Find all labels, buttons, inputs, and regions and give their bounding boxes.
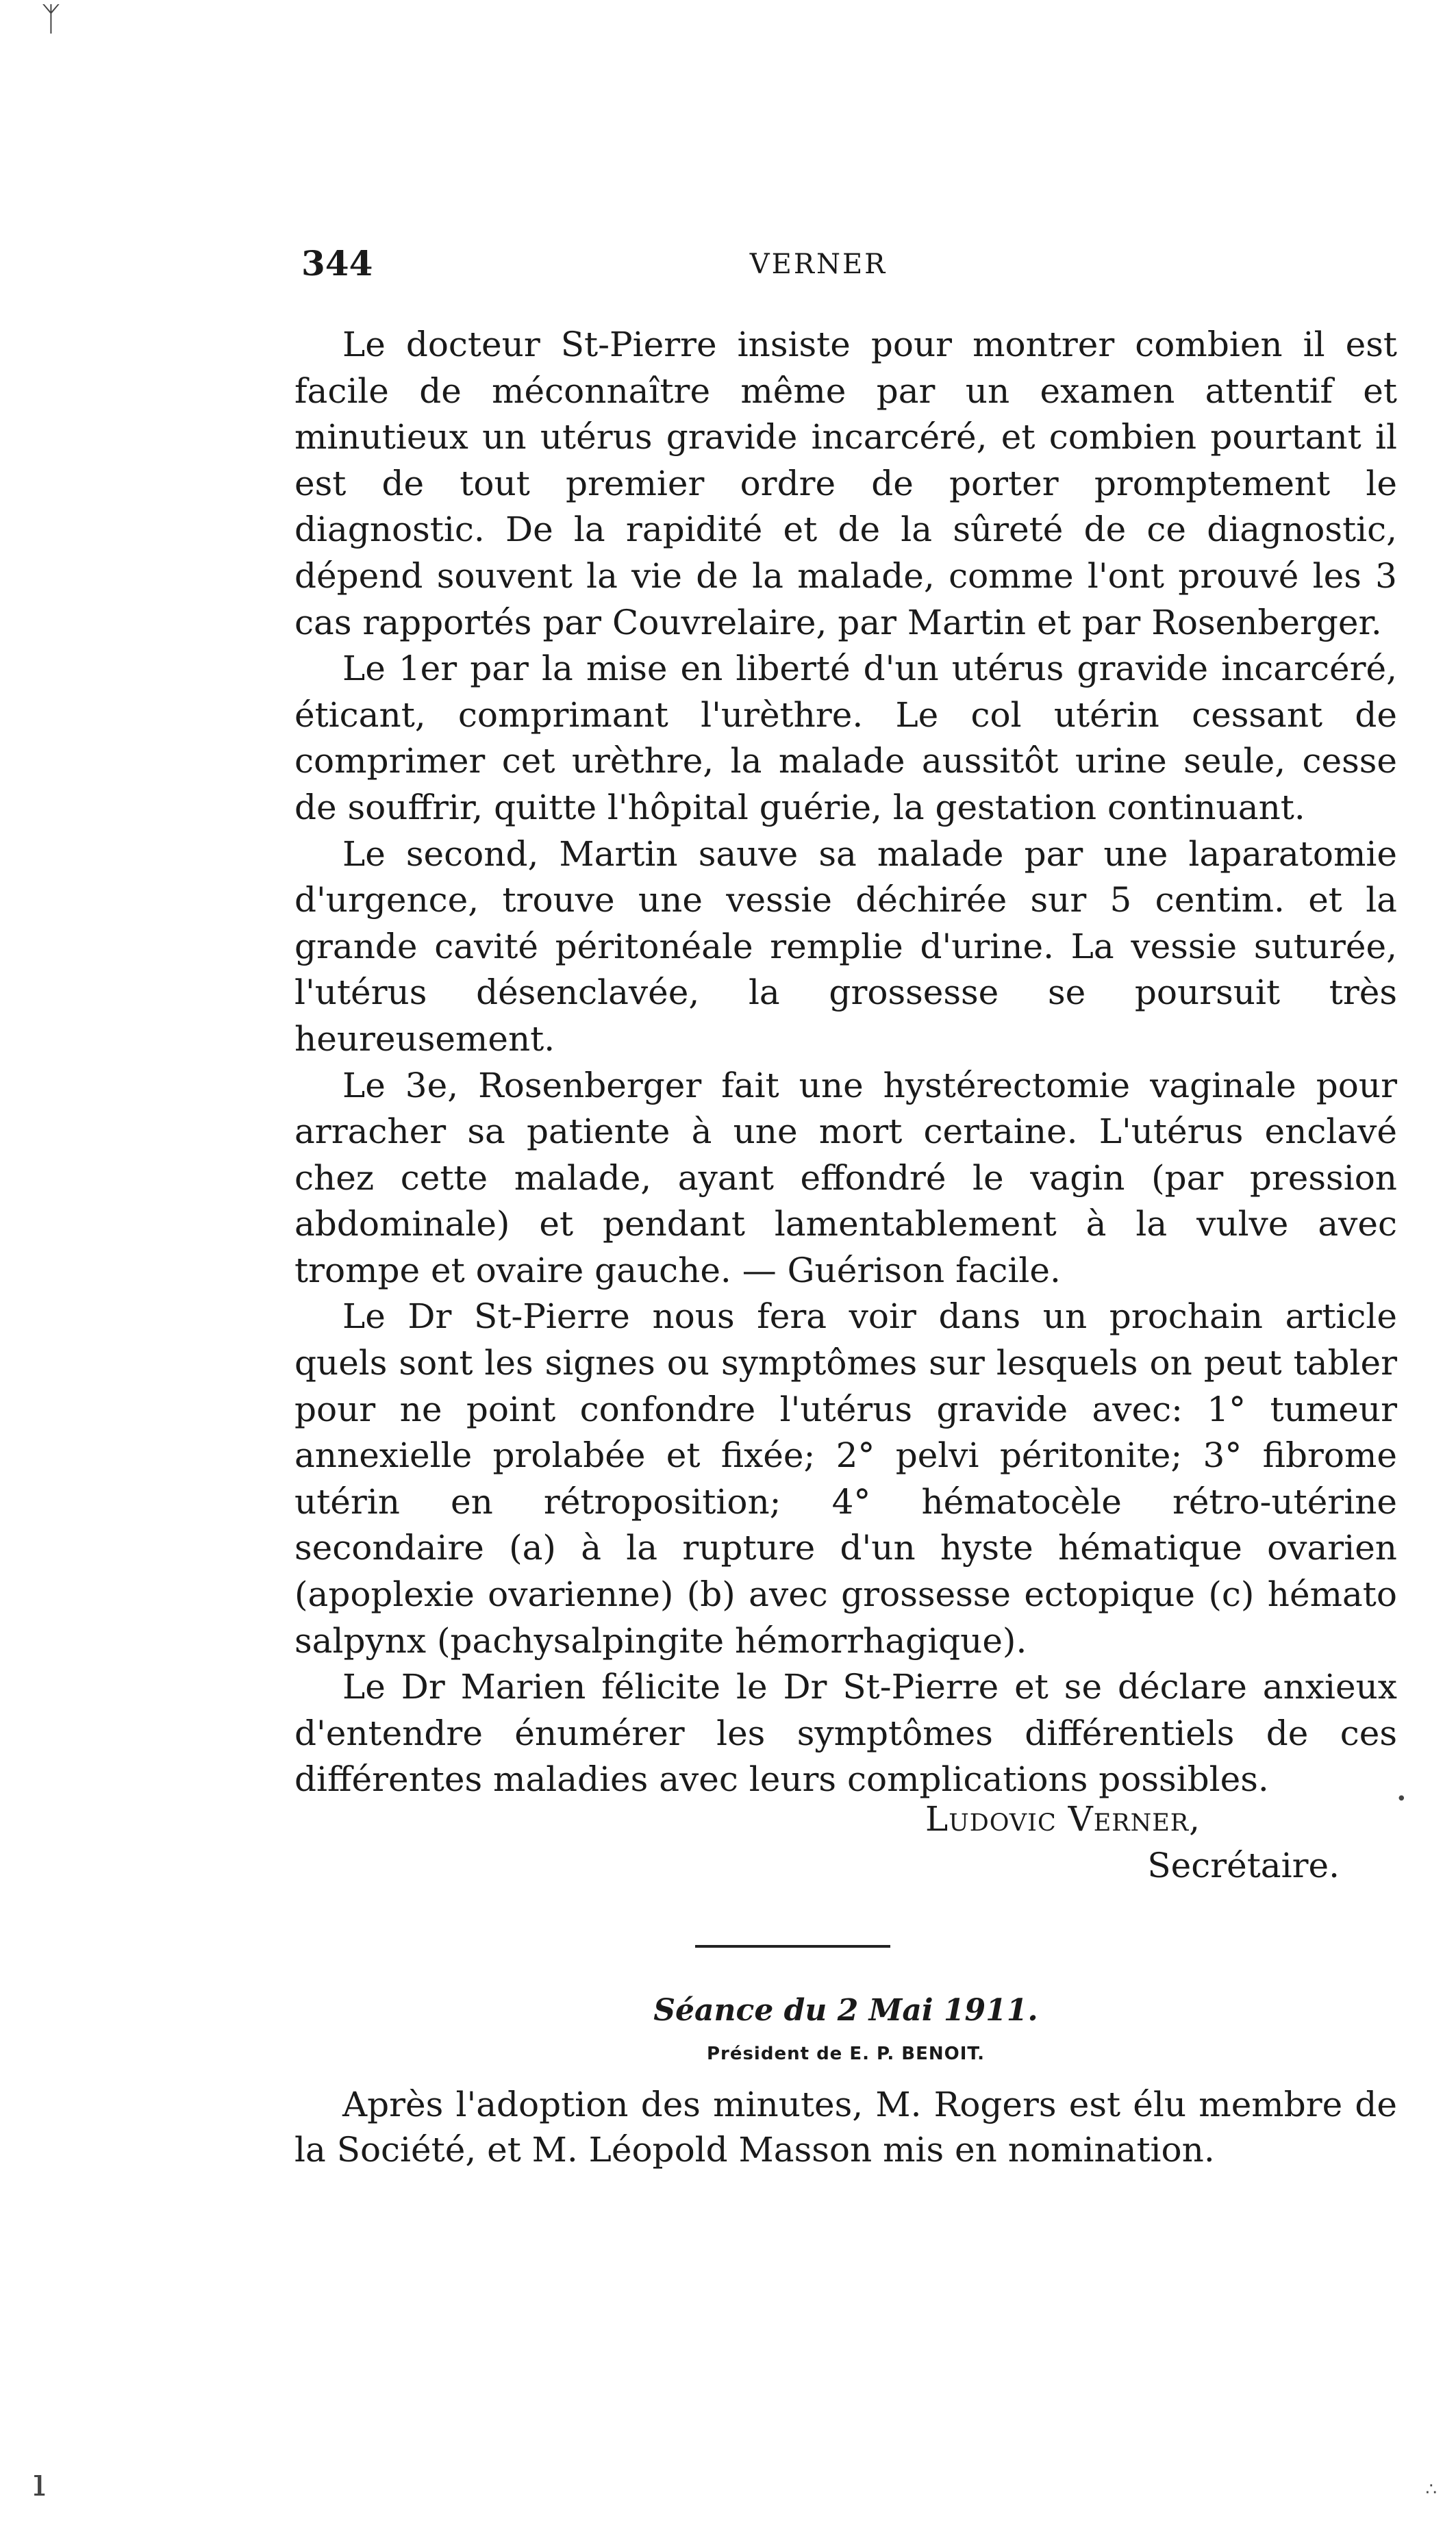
scan-mark-bottom-left: ı bbox=[33, 2459, 46, 2505]
page-number: 344 bbox=[301, 243, 373, 284]
running-head bbox=[301, 243, 1335, 291]
paragraph: Après l'adoption des minutes, M. Rogers est élu membre de la Société, et M. Léopold Masson mis en nomination. bbox=[294, 2085, 1397, 2170]
signature-role: Secrétaire. bbox=[1147, 1846, 1340, 1885]
paragraph: Le 1er par la mise en liberté d'un utérus gravide incarcéré, éticant, comprimant l'urèthre. Le col utérin cessant de comprimer cet urèthre, la malade aussitôt urine seule, cesse de souffrir, quitte l'hôpital guérie, la gestation continuant. bbox=[294, 649, 1397, 827]
session-text-block bbox=[294, 2082, 1397, 2172]
paragraph: Le Dr Marien félicite le Dr St-Pierre et se déclare anxieux d'entendre énumérer les symptômes différentiels de ces différentes maladies avec leurs complications possibles. bbox=[294, 1667, 1397, 1800]
paragraph: Le Dr St-Pierre nous fera voir dans un prochain article quels sont les signes ou symptômes sur lesquels on peut tabler pour ne point confondre l'utérus gravide avec: 1° tumeur annexielle prolabée et fixée; 2° pelvi péritonite; 3° fibrome utérin en rétroposition; 4° hématocèle rétro-utérine secondaire (a) à la rupture d'un hyste hématique ovarien (apoplexie ovarienne) (b) avec grossesse ectopique (c) hémato salpynx (pachysalpingite hémorrhagique). bbox=[294, 1296, 1397, 1661]
signature-block bbox=[805, 1796, 1340, 1889]
paragraph: Le 3e, Rosenberger fait une hystérectomie vaginale pour arracher sa patiente à une mort certaine. L'utérus enclavé chez cette malade, ayant effondré le vagin (par pression abdominale) et pendant lamentablement à la vulve avec trompe et ovaire gauche. — Guérison facile. bbox=[294, 1065, 1397, 1290]
session-heading: Séance du 2 Mai 1911. bbox=[653, 1993, 1038, 2028]
paragraph: Le second, Martin sauve sa malade par une laparatomie d'urgence, trouve une vessie déchirée sur 5 centim. et la grande cavité péritonéale remplie d'urine. La vessie suturée, l'utérus désenclavée, la grossesse se poursuit très heureusement. bbox=[294, 833, 1397, 1059]
session-president: Président de E. P. BENOIT. bbox=[706, 2044, 986, 2064]
running-title: VERNER bbox=[749, 249, 888, 280]
main-text bbox=[294, 322, 1397, 1803]
scan-mark-top: ᛉ bbox=[41, 0, 61, 38]
section-divider bbox=[695, 1945, 890, 1948]
paragraph: Le docteur St-Pierre insiste pour montrer combien il est facile de méconnaître même par un examen attentif et minutieux un utérus gravide incarcéré, et combien pourtant il est de tout premier ordre de porter promptement le diagnostic. De la rapidité et de la sûreté de ce diagnostic, dépend souvent la vie de la malade, comme l'ont prouvé les 3 cas rapportés par Couvrelaire, par Martin et par Rosenberger. bbox=[294, 325, 1397, 642]
signature-name: Ludovic Verner, bbox=[925, 1799, 1201, 1839]
scan-mark-dot: • bbox=[1396, 1789, 1407, 1809]
scan-mark-bottom-right: ∴ bbox=[1425, 2479, 1437, 2500]
